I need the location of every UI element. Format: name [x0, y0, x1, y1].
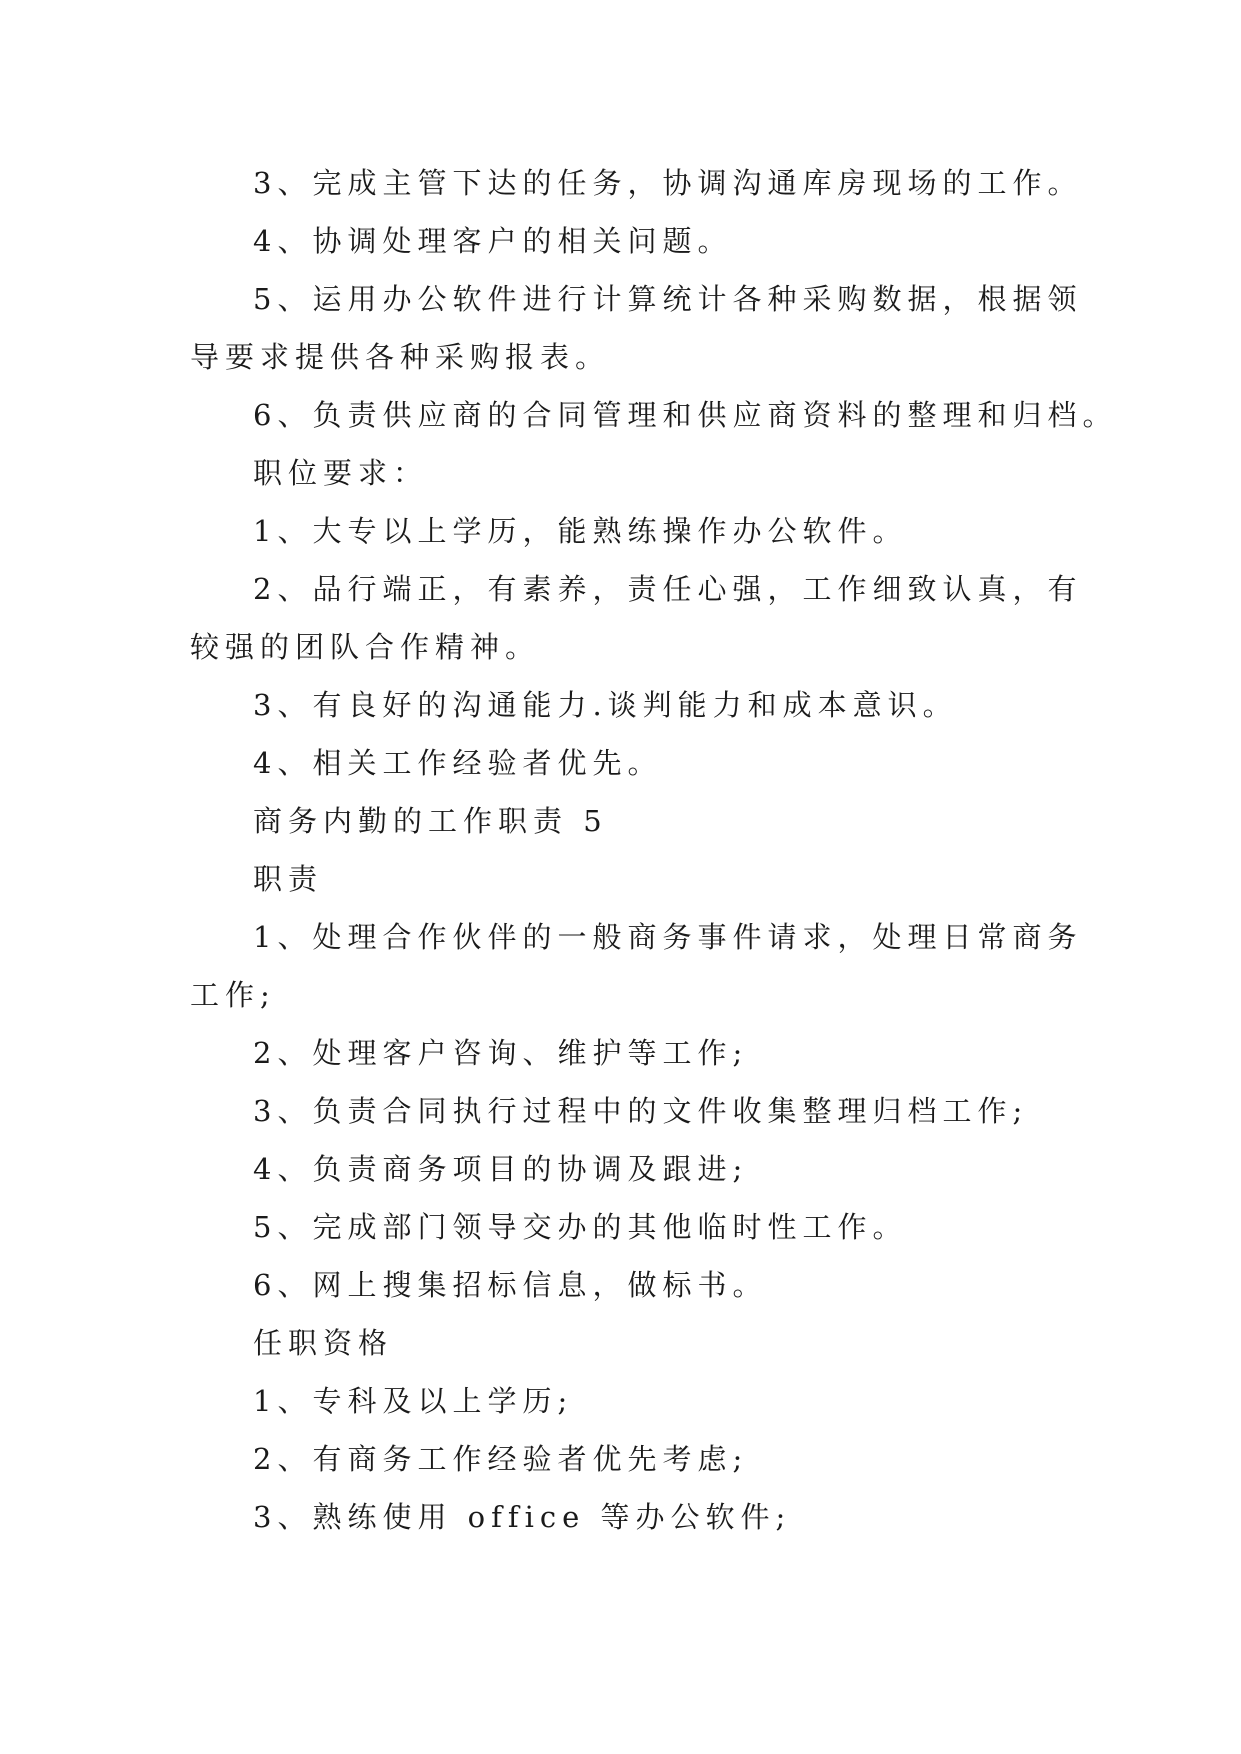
paragraph-line-continued: 导要求提供各种采购报表。	[190, 340, 611, 374]
paragraph-line: 3、有良好的沟通能力.谈判能力和成本意识。	[253, 688, 958, 722]
paragraph-line-continued: 工作;	[190, 978, 276, 1012]
paragraph-line: 2、有商务工作经验者优先考虑;	[253, 1442, 749, 1476]
paragraph-line: 1、处理合作伙伴的一般商务事件请求，处理日常商务	[253, 920, 1083, 954]
paragraph-line-continued: 较强的团队合作精神。	[190, 630, 541, 664]
paragraph-line: 3、熟练使用 office 等办公软件;	[253, 1500, 792, 1534]
paragraph-line: 6、负责供应商的合同管理和供应商资料的整理和归档。	[253, 398, 1118, 432]
paragraph-line: 1、专科及以上学历;	[253, 1384, 574, 1418]
paragraph-line: 4、相关工作经验者优先。	[253, 746, 663, 780]
paragraph-line: 6、网上搜集招标信息，做标书。	[253, 1268, 768, 1302]
paragraph-line: 3、完成主管下达的任务，协调沟通库房现场的工作。	[253, 166, 1083, 200]
paragraph-line: 4、协调处理客户的相关问题。	[253, 224, 733, 258]
paragraph-line: 5、完成部门领导交办的其他临时性工作。	[253, 1210, 908, 1244]
section-heading: 职责	[253, 862, 324, 896]
paragraph-line: 3、负责合同执行过程中的文件收集整理归档工作;	[253, 1094, 1029, 1128]
paragraph-line: 4、负责商务项目的协调及跟进;	[253, 1152, 749, 1186]
paragraph-line: 2、处理客户咨询、维护等工作;	[253, 1036, 749, 1070]
paragraph-line: 2、品行端正，有素养，责任心强，工作细致认真，有	[253, 572, 1083, 606]
paragraph-line: 1、大专以上学历，能熟练操作办公软件。	[253, 514, 908, 548]
paragraph-line: 5、运用办公软件进行计算统计各种采购数据，根据领	[253, 282, 1083, 316]
section-heading: 任职资格	[253, 1326, 394, 1360]
section-heading: 职位要求：	[253, 456, 429, 490]
section-title: 商务内勤的工作职责 5	[253, 804, 608, 838]
